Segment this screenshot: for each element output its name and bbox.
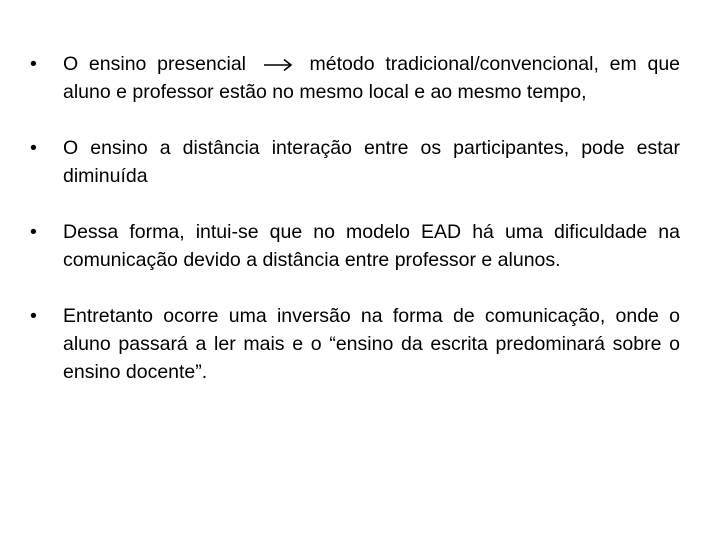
bullet-item xyxy=(30,302,680,386)
bullet-item xyxy=(30,134,680,190)
bullet-item xyxy=(30,218,680,274)
bullet-text: Dessa forma, intui-se que no modelo EAD há uma dificuldade na comunicação devido a distância entre professor e alunos. xyxy=(63,221,680,271)
bullet-list xyxy=(30,50,680,386)
bullet-item xyxy=(30,50,680,106)
bullet-marker: • xyxy=(30,137,37,159)
bullet-text-part: O ensino presencial xyxy=(63,53,247,75)
bullet-marker: • xyxy=(30,221,37,243)
bullet-text: Entretanto ocorre uma inversão na forma de comunicação, onde o aluno passará a ler mais e o “ensino da escrita predominará sobre o ensino docente”. xyxy=(63,305,680,383)
bullet-text xyxy=(63,50,680,106)
arrow-right-icon xyxy=(263,58,293,72)
bullet-text: O ensino a distância interação entre os participantes, pode estar diminuída xyxy=(63,137,680,187)
bullet-marker: • xyxy=(30,53,37,75)
bullet-text-part: método tradicional/convencional, em que aluno e professor estão no mesmo local e ao mesmo tempo, xyxy=(63,53,681,103)
bullet-marker: • xyxy=(30,305,37,327)
